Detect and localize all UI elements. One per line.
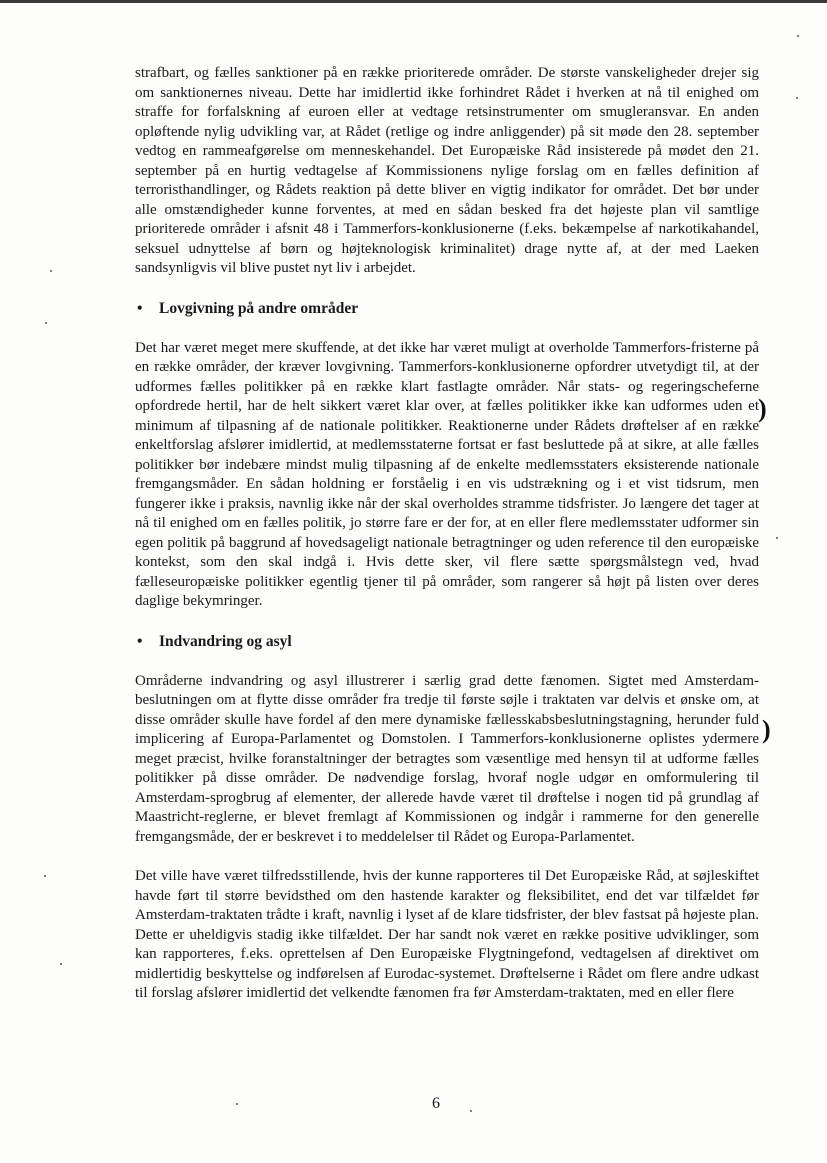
section-heading-legislation [135, 299, 759, 319]
section-heading-label: Indvandring og asyl [159, 632, 292, 650]
margin-bracket-mark: ) [758, 394, 767, 423]
page-number: 6 [432, 1095, 440, 1112]
paragraph-pillar-shift: Det ville have været tilfredsstillende, hvis der kunne rapporteres til Det Europæiske Råd, at søjleskiftet havde ført til større bevidsthed om den hastende karakter og fleksibilitet, end det var tilfældet før Amsterdam-traktaten trådte i kraft, navnlig i lyset af de klare tidsfrister, der blev fastsat på højeste plan. Dette er uheldigvis stadig ikke tilfældet. Der har sandt nok været en række positive udviklinger, som kan rapporteres, f.eks. oprettelsen af Den Europæiske Flygtningefond, vedtagelsen af direktivet om midlertidig beskyttelse og indførelsen af Eurodac-systemet. Drøftelserne i Rådet om flere andre udkast til forslag afslører imidlertid det velkendte fænomen fra før Amsterdam-traktaten, med en eller flere [135, 868, 759, 1001]
scan-speck [797, 35, 799, 37]
scan-speck [45, 322, 47, 324]
scan-speck [776, 537, 778, 539]
section-heading-immigration [135, 632, 759, 652]
scan-speck [50, 270, 52, 272]
section-heading-label: Lovgivning på andre områder [159, 299, 359, 317]
paragraph-legislation: Det har været meget mere skuffende, at det ikke har været muligt at overholde Tammerfors-fristerne på en række områder, der kræver lovgivning. Tammerfors-konklusionerne opfordrer utvetydigt til, at der udformes fælles politikker på en række klart fastlagte områder. Når stats- og regeringscheferne opfordrede hertil, har de helt sikkert været klar over, at fælles politikker ikke kan udformes uden et minimum af tilpasning af de nationale politikker. Reaktionerne under Rådets drøftelser af en række enkeltforslag afslører imidlertid, at medlemsstaterne fortsat er fast besluttede på at sikre, at alle fælles politikker bør indebære mindst mulig tilpasning af de enkelte medlemsstaters eksisterende nationale fremgangsmåder. En sådan holdning er forståelig i en vis udstrækning og i et vist tidsrum, men fungerer ikke i praksis, navnlig ikke når der skal overholdes stramme tidsfrister. Jo længere det tager at nå til enighed om en fælles politik, jo større fare er der for, at en eller flere medlemsstater udformer sin egen politik på baggrund af hovedsageligt nationale betragtninger og uden reference til den europæiske kontekst, som den skal indgå i. Hvis dette sker, vil flere sætte spørgsmålstegn ved, hvad fælleseuropæiske politikker egentlig tjener til på områder, som rangerer så højt på listen over deres daglige bekymringer. [135, 339, 759, 609]
scan-speck [60, 963, 62, 965]
scan-speck [470, 1110, 472, 1112]
scan-speck [44, 875, 46, 877]
scan-top-edge [0, 0, 827, 3]
scan-speck [236, 1103, 238, 1105]
paragraph-immigration: Områderne indvandring og asyl illustrerer i særlig grad dette fænomen. Sigtet med Amsterdam-beslutningen om at flytte disse områder fra tredje til første søjle i traktaten var delvis et ønske om, at disse områder skulle have fordel af den mere dynamiske fællesskabsbeslutningstagning, herunder fuld implicering af Europa-Parlamentet og Domstolen. I Tammerfors-konklusionerne oplistes ydermere meget præcist, hvilke foranstaltninger der betragtes som væsentlige med hensyn til at udforme fælles politikker på disse områder. De nødvendige forslag, hvoraf nogle udgør en omformulering til Amsterdam-sprogbrug af elementer, der allerede havde været til drøftelse i nogen tid på grundlag af Maastricht-reglerne, er blevet fremlagt af Kommissionen og indgår i rammerne for den generelle fremgangsmåde, der er beskrevet i to meddelelser til Rådet og Europa-Parlamentet. [135, 672, 759, 845]
margin-bracket-mark: ) [762, 715, 771, 744]
bullet-icon: • [137, 632, 143, 650]
bullet-icon: • [137, 299, 143, 317]
scan-speck [796, 97, 798, 99]
page-body [135, 64, 759, 1004]
paragraph-sanctions: strafbart, og fælles sanktioner på en række prioriterede områder. De største vanskeligheder drejer sig om sanktionernes niveau. Dette har imidlertid ikke forhindret Rådet i hverken at nå til enighed om straffe for forfalskning af euroen eller at vedtage retsinstrumenter om smugleransvar. En anden opløftende nylig udvikling var, at Rådet (retlige og indre anliggender) på sit møde den 28. september vedtog en rammeafgørelse om menneskehandel. Det Europæiske Råd insisterede på mødet den 21. september på en hurtig vedtagelse af Kommissionens nylige forslag om en fælles definition af terroristhandlinger, og Rådets reaktion på dette bliver en vigtig indikator for området. Det bør under alle omstændigheder kunne forventes, at med en sådan besked fra det højeste plan vil samtlige prioriterede områder i afsnit 48 i Tammerfors-konklusionerne (f.eks. bekæmpelse af narkotikahandel, seksuel udnyttelse af børn og højteknologisk kriminalitet) drage nytte af, at der med Laeken sandsynligvis vil blive pustet nyt liv i arbejdet. [135, 65, 759, 276]
